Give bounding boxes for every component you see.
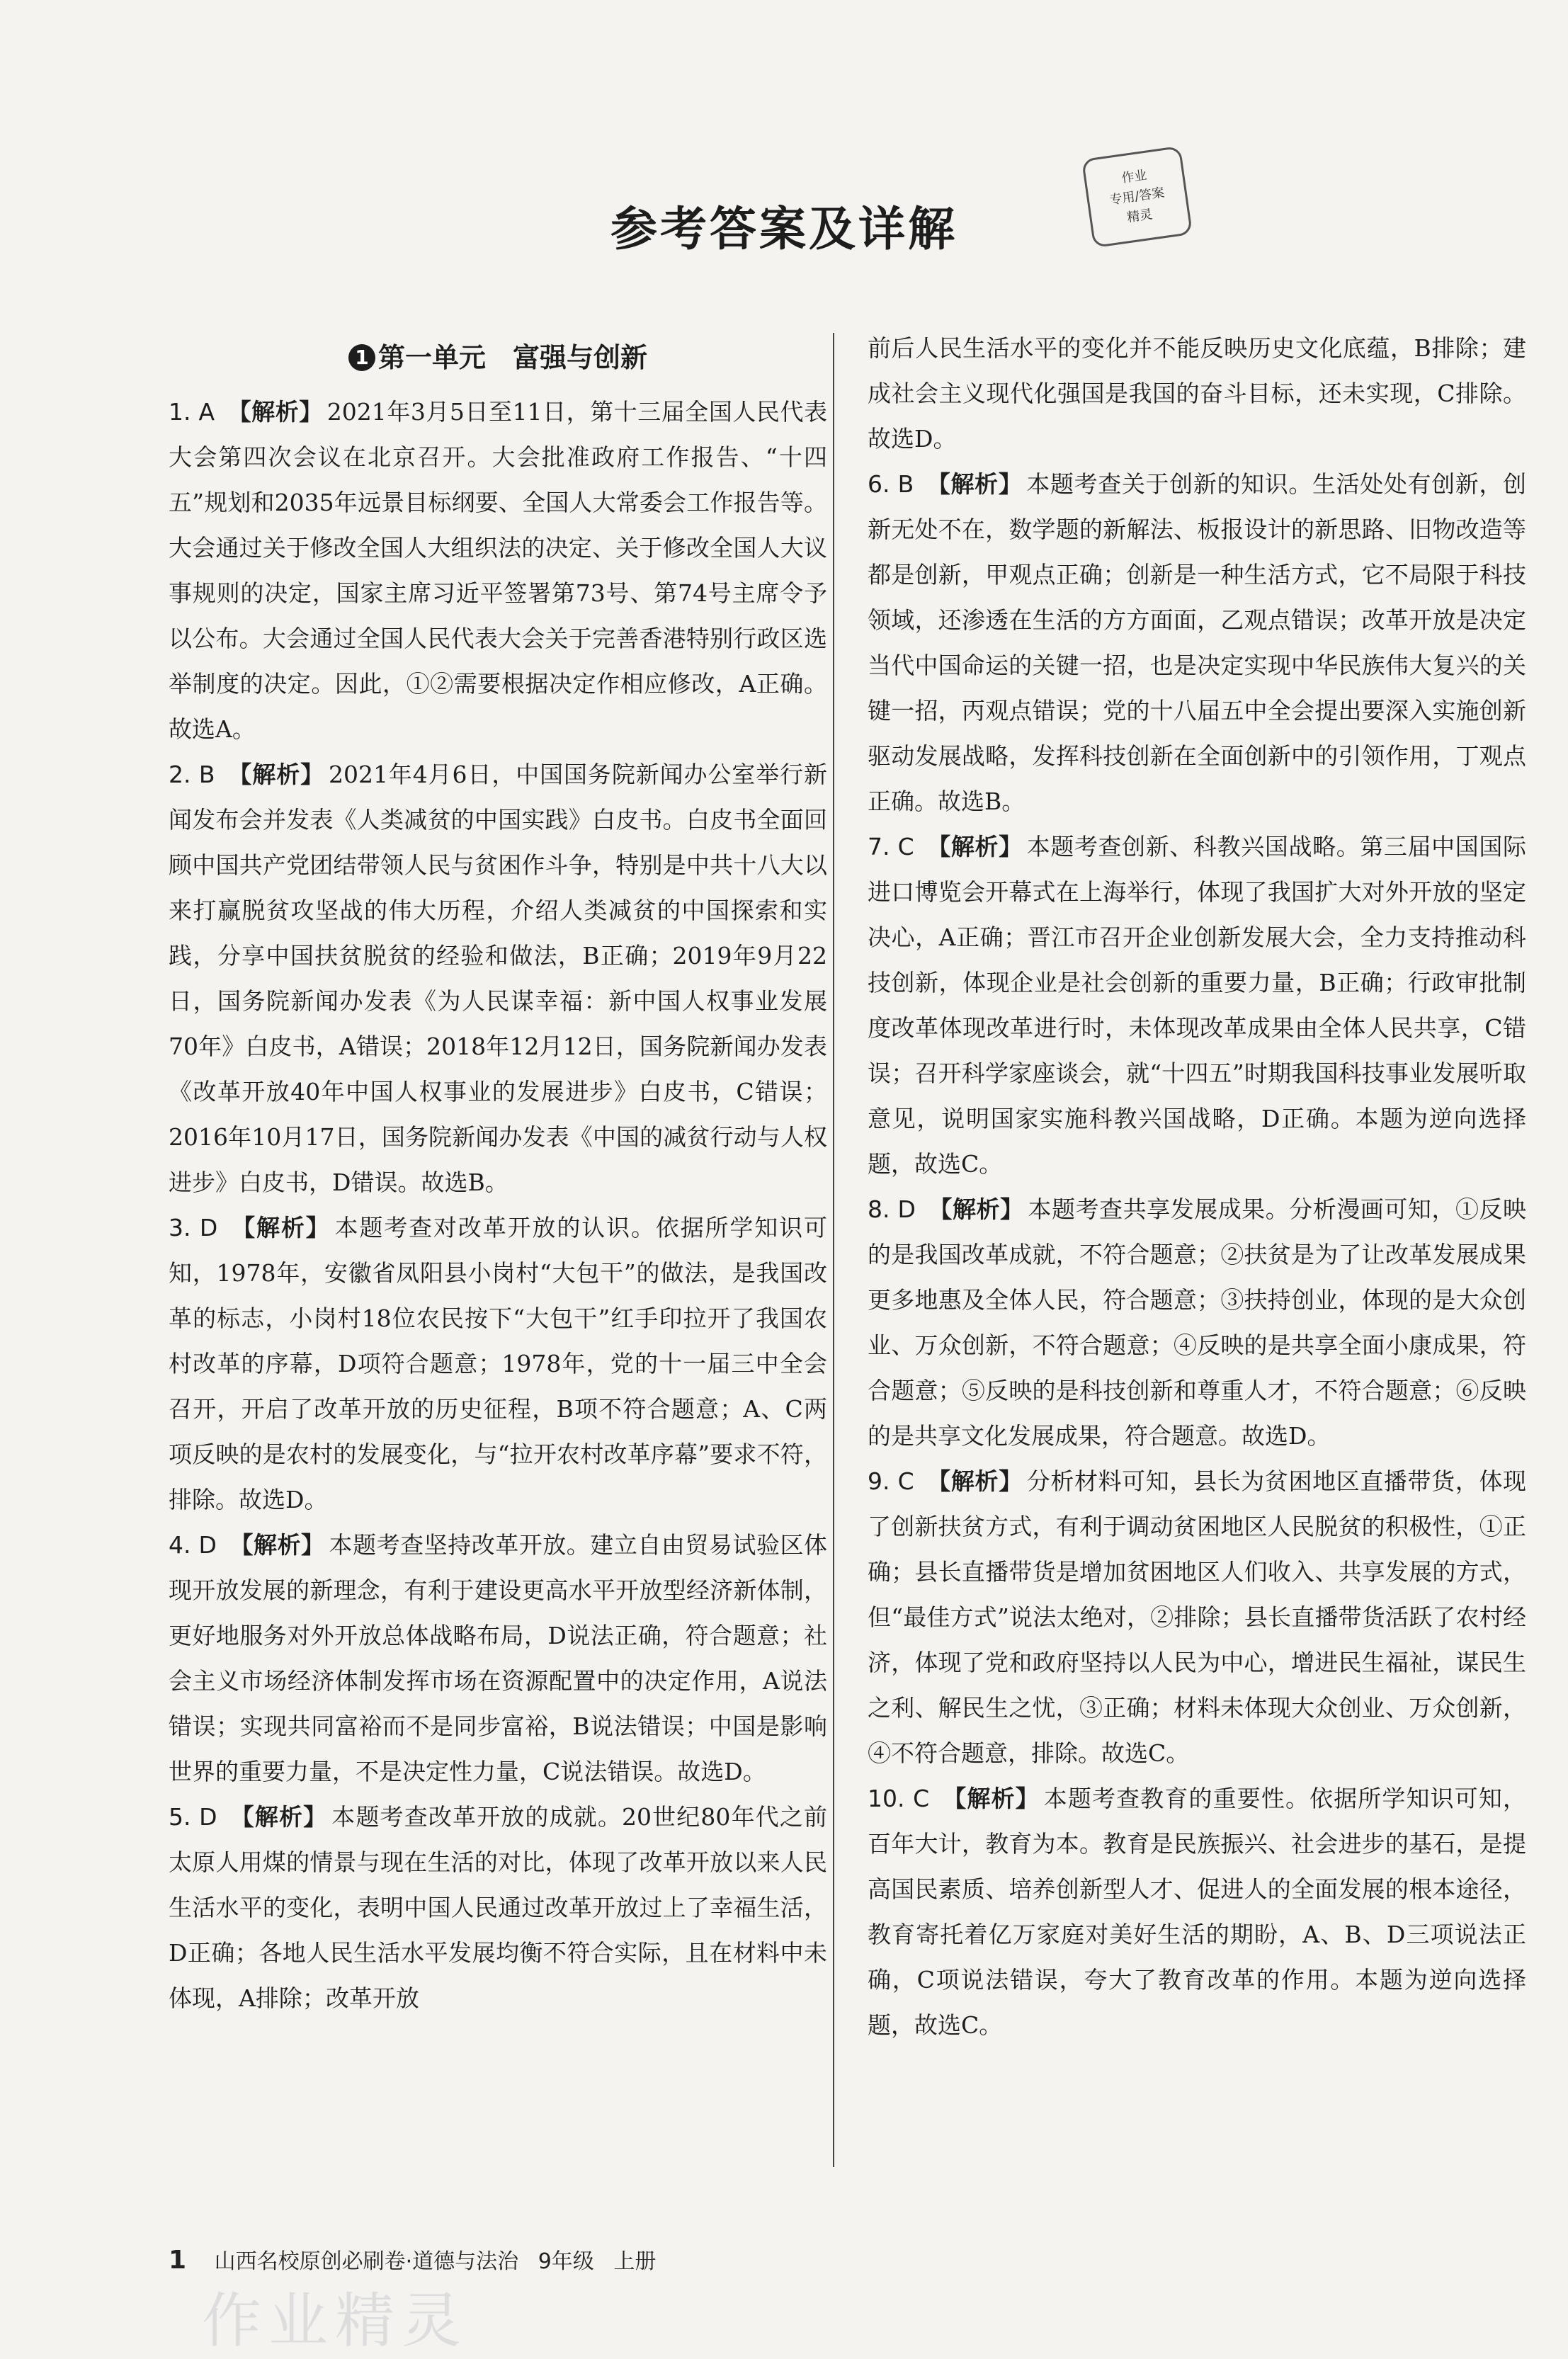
answer-text: 本题考查改革开放的成就。20世纪80年代之前太原人用煤的情景与现在生活的对比，体现了改革开放以来人民生活水平的变化，表明中国人民通过改革开放过上了幸福生活，D正确；各地人民生活水平发展均衡不符合实际，且在材料中未体现，A排除；改革开放	[169, 1803, 828, 2012]
book-title: 山西名校原创必刷卷·道德与法治	[214, 2249, 519, 2274]
right-answer-list	[868, 326, 1526, 2048]
right-column	[868, 326, 1526, 2048]
stamp-line-2: 专用/答案	[1108, 185, 1166, 208]
left-answer-list	[169, 390, 827, 2021]
grade-label: 9年级	[538, 2249, 594, 2274]
analysis-tag: 【解析】	[928, 1195, 1024, 1223]
answer-number: 2. B	[169, 761, 215, 788]
answer-item	[868, 326, 1526, 462]
answer-item	[169, 390, 827, 752]
answer-text: 本题考查教育的重要性。依据所学知识可知，百年大计，教育为本。教育是民族振兴、社会进步的基石，是提高国民素质、培养创新型人才、促进人的全面发展的根本途径，教育寄托着亿万家庭对美好生活的期盼，A、B、D三项说法正确，C项说法错误，夸大了教育改革的作用。本题为逆向选择题，故选C。	[868, 1785, 1527, 2039]
analysis-tag: 【解析】	[926, 1467, 1023, 1495]
answer-item	[169, 1205, 827, 1523]
section-number-badge: 1	[348, 344, 375, 371]
analysis-tag: 【解析】	[229, 1531, 325, 1559]
stamp-line-1: 作业	[1120, 167, 1148, 186]
analysis-tag: 【解析】	[230, 1214, 331, 1241]
answer-number: 3. D	[169, 1214, 218, 1241]
section-title	[169, 326, 827, 390]
analysis-tag: 【解析】	[926, 833, 1023, 860]
answer-text: 本题考查创新、科教兴国战略。第三届中国国际进口博览会开幕式在上海举行，体现了我国扩大对外开放的坚定决心，A正确；晋江市召开企业创新发展大会，全力支持推动科技创新，体现企业是社会创新的重要力量，B正确；行政审批制度改革体现改革进行时，未体现改革成果由全体人民共享，C错误；召开科学家座谈会，就“十四五”时期我国科技事业发展听取意见，说明国家实施科教兴国战略，D正确。本题为逆向选择题，故选C。	[868, 833, 1527, 1178]
answer-item	[868, 462, 1526, 824]
answer-text: 2021年4月6日，中国国务院新闻办公室举行新闻发布会并发表《人类减贫的中国实践》白皮书。白皮书全面回顾中国共产党团结带领人民与贫困作斗争，特别是中共十八大以来打赢脱贫攻坚战的伟大历程，介绍人类减贫的中国探索和实践，分享中国扶贫脱贫的经验和做法，B正确；2019年9月22日，国务院新闻办发表《为人民谋幸福：新中国人权事业发展70年》白皮书，A错误；2018年12月12日，国务院新闻办发表《改革开放40年中国人权事业的发展进步》白皮书，C错误；2016年10月17日，国务院新闻办发表《中国的减贫行动与人权进步》白皮书，D错误。故选B。	[169, 761, 827, 1196]
page-footer	[169, 2244, 669, 2275]
answer-number: 4. D	[169, 1531, 217, 1559]
analysis-tag: 【解析】	[227, 398, 323, 426]
answer-item	[868, 1187, 1526, 1459]
left-column	[169, 326, 827, 2021]
analysis-tag: 【解析】	[229, 1803, 328, 1831]
section-title-text: 第一单元 富强与创新	[377, 342, 647, 373]
answer-number: 9. C	[868, 1467, 914, 1495]
answer-text: 本题考查关于创新的知识。生活处处有创新，创新无处不在，数学题的新解法、板报设计的新思路、旧物改造等都是创新，甲观点正确；创新是一种生活方式，它不局限于科技领域，还渗透在生活的方方面面，乙观点错误；改革开放是决定当代中国命运的关键一招，也是决定实现中华民族伟大复兴的关键一招，丙观点错误；党的十八届五中全会提出要深入实施创新驱动发展战略，发挥科技创新在全面创新中的引领作用，丁观点正确。故选B。	[868, 470, 1527, 815]
answer-number: 8. D	[868, 1195, 916, 1223]
answer-text: 分析材料可知，县长为贫困地区直播带货，体现了创新扶贫方式，有利于调动贫困地区人民脱贫的积极性，①正确；县长直播带货是增加贫困地区人们收入、共享发展的方式，但“最佳方式”说法太绝对，②排除；县长直播带货活跃了农村经济，体现了党和政府坚持以人民为中心，增进民生福祉，谋民生之利、解民生之忧，③正确；材料未体现大众创业、万众创新，④不符合题意，排除。故选C。	[868, 1467, 1527, 1767]
answer-number: 5. D	[169, 1803, 217, 1831]
answer-item	[169, 752, 827, 1205]
answer-number: 6. B	[868, 470, 914, 498]
page-title: 参考答案及详解	[610, 202, 958, 256]
answer-text: 前后人民生活水平的变化并不能反映历史文化底蕴，B排除；建成社会主义现代化强国是我国的奋斗目标，还未实现，C排除。故选D。	[868, 334, 1526, 453]
answer-item	[868, 824, 1526, 1187]
watermark-text: 作业精灵	[202, 2286, 469, 2355]
answer-item	[169, 1795, 827, 2021]
answer-text: 2021年3月5日至11日，第十三届全国人民代表大会第四次会议在北京召开。大会批准政府工作报告、“十四五”规划和2035年远景目标纲要、全国人大常委会工作报告等。大会通过关于修改全国人大组织法的决定、关于修改全国人大议事规则的决定，国家主席习近平签署第73号、第74号主席令予以公布。大会通过全国人民代表大会关于完善香港特别行政区选举制度的决定。因此，①②需要根据决定作相应修改，A正确。故选A。	[169, 398, 827, 743]
column-divider	[833, 333, 834, 2167]
answer-number: 10. C	[868, 1785, 930, 1812]
answer-item	[169, 1523, 827, 1795]
answer-item	[868, 1459, 1526, 1776]
answer-item	[868, 1776, 1526, 2048]
stamp-line-3: 精灵	[1126, 207, 1154, 226]
analysis-tag: 【解析】	[227, 761, 324, 788]
page-number: 1	[169, 2246, 187, 2275]
analysis-tag: 【解析】	[926, 470, 1023, 498]
volume-label: 上册	[613, 2249, 657, 2274]
answer-text: 本题考查坚持改革开放。建立自由贸易试验区体现开放发展的新理念，有利于建设更高水平开放型经济新体制，更好地服务对外开放总体战略布局，D说法正确，符合题意；社会主义市场经济体制发挥市场在资源配置中的决定作用，A说法错误；实现共同富裕而不是同步富裕，B说法错误；中国是影响世界的重要力量，不是决定性力量，C说法错误。故选D。	[169, 1531, 828, 1785]
answer-number: 7. C	[868, 833, 914, 860]
answer-text: 本题考查共享发展成果。分析漫画可知，①反映的是我国改革成就，不符合题意；②扶贫是为了让改革发展成果更多地惠及全体人民，符合题意；③扶持创业，体现的是大众创业、万众创新，不符合题意；④反映的是共享全面小康成果，符合题意；⑤反映的是科技创新和尊重人才，不符合题意；⑥反映的是共享文化发展成果，符合题意。故选D。	[868, 1195, 1527, 1450]
analysis-tag: 【解析】	[942, 1785, 1040, 1812]
stamp-logo	[1081, 146, 1193, 248]
answer-number: 1. A	[169, 398, 215, 426]
answer-text: 本题考查对改革开放的认识。依据所学知识可知，1978年，安徽省凤阳县小岗村“大包干”的做法，是我国改革的标志，小岗村18位农民按下“大包干”红手印拉开了我国农村改革的序幕，D项符合题意；1978年，党的十一届三中全会召开，开启了改革开放的历史征程，B项不符合题意；A、C两项反映的是农村的发展变化，与“拉开农村改革序幕”要求不符，排除。故选D。	[169, 1214, 828, 1513]
